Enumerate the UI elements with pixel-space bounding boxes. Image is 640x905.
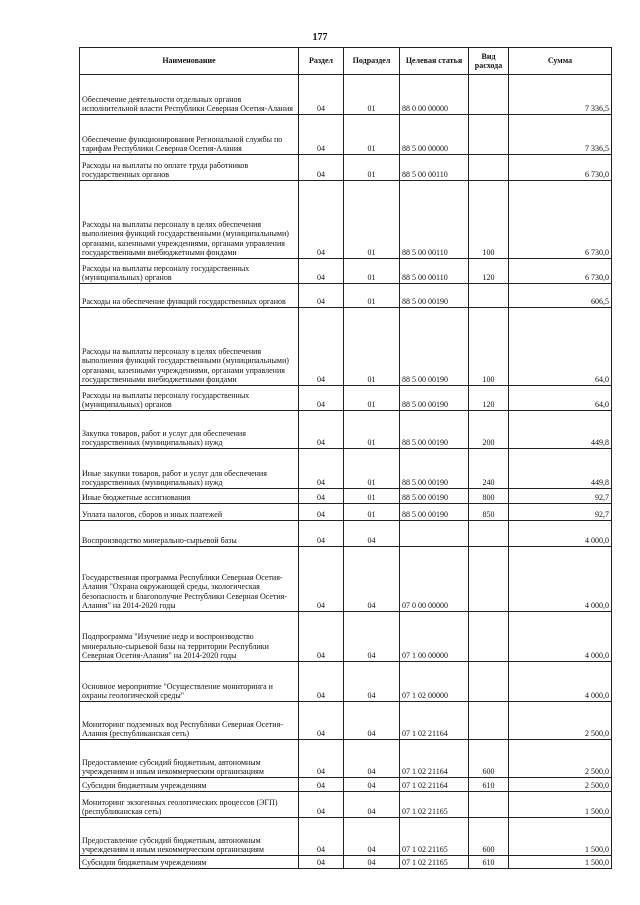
header-section: Раздел — [299, 48, 344, 75]
row-sum: 64,0 — [509, 386, 612, 411]
row-subsection: 01 — [344, 386, 400, 411]
row-subsection: 04 — [344, 662, 400, 702]
row-name: Субсидии бюджетным учреждениям — [80, 778, 299, 792]
table-row — [80, 740, 612, 778]
row-name: Государственная программа Республики Северная Осетия-Алания "Охрана окружающей среды, экологическая безопасность и благополучие Республики Северная Осетия-Алания" на 2014-2020 годы — [80, 547, 299, 612]
budget-table — [79, 47, 612, 869]
row-section: 04 — [299, 521, 344, 547]
row-article: 07 1 02 21165 — [400, 818, 469, 856]
row-sum: 6 730,0 — [509, 259, 612, 284]
row-article: 07 1 02 00000 — [400, 662, 469, 702]
row-name: Обеспечение функционирования Региональной службы по тарифам Республики Северная Осетия-Алания — [80, 115, 299, 155]
row-expense-type: 100 — [469, 181, 509, 259]
row-sum: 2 500,0 — [509, 702, 612, 740]
row-expense-type — [469, 521, 509, 547]
row-section: 04 — [299, 504, 344, 521]
row-article: 88 5 00 00190 — [400, 386, 469, 411]
table-row — [80, 259, 612, 284]
row-name: Обеспечение деятельности отдельных органов исполнительной власти Республики Северная Осетия-Алания — [80, 75, 299, 115]
row-section: 04 — [299, 547, 344, 612]
row-sum: 449,8 — [509, 449, 612, 489]
row-article: 88 5 00 00110 — [400, 259, 469, 284]
table-row — [80, 284, 612, 308]
row-article: 07 1 02 21165 — [400, 856, 469, 869]
row-expense-type — [469, 612, 509, 662]
row-subsection: 04 — [344, 778, 400, 792]
table-row — [80, 547, 612, 612]
table-row — [80, 612, 612, 662]
row-name: Расходы на выплаты по оплате труда работников государственных органов — [80, 155, 299, 181]
row-section: 04 — [299, 740, 344, 778]
row-name: Предоставление субсидий бюджетным, автономным учреждениям и иным некоммерческим организациям — [80, 740, 299, 778]
row-name: Расходы на выплаты персоналу в целях обеспечения выполнения функций государственными (муниципальными) органами, казенными учреждениями, органами управления государственными внебюджетными фондами — [80, 181, 299, 259]
row-section: 04 — [299, 181, 344, 259]
row-section: 04 — [299, 155, 344, 181]
row-name: Субсидии бюджетным учреждениям — [80, 856, 299, 869]
row-sum: 92,7 — [509, 489, 612, 504]
row-sum: 4 000,0 — [509, 612, 612, 662]
row-article: 07 1 00 00000 — [400, 612, 469, 662]
row-section: 04 — [299, 856, 344, 869]
row-subsection: 01 — [344, 489, 400, 504]
row-section: 04 — [299, 662, 344, 702]
row-subsection: 01 — [344, 181, 400, 259]
row-sum: 1 500,0 — [509, 818, 612, 856]
row-section: 04 — [299, 284, 344, 308]
row-article: 88 0 00 00000 — [400, 75, 469, 115]
row-name: Закупка товаров, работ и услуг для обеспечения государственных (муниципальных) нужд — [80, 411, 299, 449]
row-subsection: 01 — [344, 284, 400, 308]
row-expense-type: 610 — [469, 778, 509, 792]
row-subsection: 04 — [344, 740, 400, 778]
table-row — [80, 778, 612, 792]
row-section: 04 — [299, 386, 344, 411]
row-expense-type: 240 — [469, 449, 509, 489]
row-sum: 7 336,5 — [509, 75, 612, 115]
table-row — [80, 489, 612, 504]
row-expense-type — [469, 702, 509, 740]
table-row — [80, 386, 612, 411]
table-row — [80, 308, 612, 386]
row-article — [400, 521, 469, 547]
row-name: Предоставление субсидий бюджетным, автономным учреждениям и иным некоммерческим организациям — [80, 818, 299, 856]
table-row — [80, 818, 612, 856]
row-expense-type — [469, 155, 509, 181]
row-article: 07 1 02 21165 — [400, 792, 469, 818]
row-sum: 4 000,0 — [509, 521, 612, 547]
row-subsection: 01 — [344, 75, 400, 115]
row-sum: 2 500,0 — [509, 740, 612, 778]
row-article: 07 1 02 21164 — [400, 740, 469, 778]
row-section: 04 — [299, 259, 344, 284]
row-expense-type: 610 — [469, 856, 509, 869]
row-section: 04 — [299, 449, 344, 489]
row-expense-type — [469, 792, 509, 818]
row-expense-type — [469, 662, 509, 702]
row-name: Мониторинг подземных вод Республики Северная Осетия-Алания (республиканская сеть) — [80, 702, 299, 740]
row-name: Мониторинг экзогенных геологических процессов (ЭГП) (республиканская сеть) — [80, 792, 299, 818]
row-subsection: 01 — [344, 411, 400, 449]
row-sum: 606,5 — [509, 284, 612, 308]
row-name: Расходы на выплаты персоналу государственных (муниципальных) органов — [80, 386, 299, 411]
row-name: Подпрограмма "Изучение недр и воспроизводство минерально-сырьевой базы на территории Республики Северная Осетия-Алания" на 2014-2020 годы — [80, 612, 299, 662]
table-row — [80, 155, 612, 181]
row-article: 07 1 02 21164 — [400, 778, 469, 792]
row-expense-type — [469, 115, 509, 155]
table-header-row — [80, 48, 612, 75]
table-row — [80, 411, 612, 449]
table-row — [80, 115, 612, 155]
row-expense-type: 600 — [469, 740, 509, 778]
row-expense-type — [469, 547, 509, 612]
row-sum: 6 730,0 — [509, 181, 612, 259]
row-expense-type — [469, 284, 509, 308]
row-sum: 92,7 — [509, 504, 612, 521]
page-number: 177 — [312, 32, 328, 43]
table-row — [80, 181, 612, 259]
row-section: 04 — [299, 308, 344, 386]
row-article: 88 5 00 00190 — [400, 308, 469, 386]
row-sum: 6 730,0 — [509, 155, 612, 181]
row-expense-type: 850 — [469, 504, 509, 521]
row-subsection: 01 — [344, 155, 400, 181]
row-section: 04 — [299, 75, 344, 115]
row-subsection: 04 — [344, 792, 400, 818]
row-expense-type: 120 — [469, 386, 509, 411]
row-article: 07 0 00 00000 — [400, 547, 469, 612]
row-subsection: 01 — [344, 504, 400, 521]
row-section: 04 — [299, 115, 344, 155]
row-article: 88 5 00 00190 — [400, 504, 469, 521]
row-expense-type — [469, 75, 509, 115]
row-section: 04 — [299, 489, 344, 504]
row-expense-type: 120 — [469, 259, 509, 284]
row-subsection: 04 — [344, 521, 400, 547]
row-sum: 4 000,0 — [509, 662, 612, 702]
row-article: 88 5 00 00190 — [400, 284, 469, 308]
row-subsection: 01 — [344, 308, 400, 386]
row-article: 88 5 00 00190 — [400, 411, 469, 449]
table-row — [80, 504, 612, 521]
row-section: 04 — [299, 818, 344, 856]
row-article: 88 5 00 00000 — [400, 115, 469, 155]
row-name: Иные закупки товаров, работ и услуг для обеспечения государственных (муниципальных) нужд — [80, 449, 299, 489]
table-row — [80, 662, 612, 702]
table-row — [80, 702, 612, 740]
header-expense-type: Вид расхода — [469, 48, 509, 75]
row-article: 88 5 00 00110 — [400, 155, 469, 181]
row-subsection: 04 — [344, 612, 400, 662]
table-row — [80, 449, 612, 489]
row-subsection: 04 — [344, 818, 400, 856]
row-section: 04 — [299, 778, 344, 792]
header-subsection: Подраздел — [344, 48, 400, 75]
row-name: Расходы на обеспечение функций государственных органов — [80, 284, 299, 308]
row-subsection: 01 — [344, 115, 400, 155]
row-subsection: 01 — [344, 449, 400, 489]
row-sum: 7 336,5 — [509, 115, 612, 155]
table-row — [80, 75, 612, 115]
row-sum: 1 500,0 — [509, 792, 612, 818]
row-article: 88 5 00 00190 — [400, 489, 469, 504]
row-article: 88 5 00 00110 — [400, 181, 469, 259]
row-name: Расходы на выплаты персоналу в целях обеспечения выполнения функций государственными (муниципальными) органами, казенными учреждениями, органами управления государственными внебюджетными фондами — [80, 308, 299, 386]
row-sum: 64,0 — [509, 308, 612, 386]
row-section: 04 — [299, 792, 344, 818]
table-row — [80, 792, 612, 818]
row-section: 04 — [299, 612, 344, 662]
row-sum: 2 500,0 — [509, 778, 612, 792]
row-article: 88 5 00 00190 — [400, 449, 469, 489]
header-sum: Сумма — [509, 48, 612, 75]
table-row — [80, 856, 612, 869]
row-section: 04 — [299, 702, 344, 740]
header-article: Целевая статья — [400, 48, 469, 75]
row-name: Расходы на выплаты персоналу государственных (муниципальных) органов — [80, 259, 299, 284]
row-subsection: 04 — [344, 702, 400, 740]
row-name: Иные бюджетные ассигнования — [80, 489, 299, 504]
row-sum: 1 500,0 — [509, 856, 612, 869]
row-name: Уплата налогов, сборов и иных платежей — [80, 504, 299, 521]
row-sum: 4 000,0 — [509, 547, 612, 612]
row-expense-type: 100 — [469, 308, 509, 386]
row-expense-type: 600 — [469, 818, 509, 856]
header-name: Наименование — [80, 48, 299, 75]
row-article: 07 1 02 21164 — [400, 702, 469, 740]
table-row — [80, 521, 612, 547]
row-subsection: 01 — [344, 259, 400, 284]
row-name: Основное мероприятие "Осуществление мониторинга и охраны геологической среды" — [80, 662, 299, 702]
row-sum: 449,8 — [509, 411, 612, 449]
row-section: 04 — [299, 411, 344, 449]
row-subsection: 04 — [344, 547, 400, 612]
row-expense-type: 200 — [469, 411, 509, 449]
row-subsection: 04 — [344, 856, 400, 869]
row-expense-type: 800 — [469, 489, 509, 504]
row-name: Воспроизводство минерально-сырьевой базы — [80, 521, 299, 547]
